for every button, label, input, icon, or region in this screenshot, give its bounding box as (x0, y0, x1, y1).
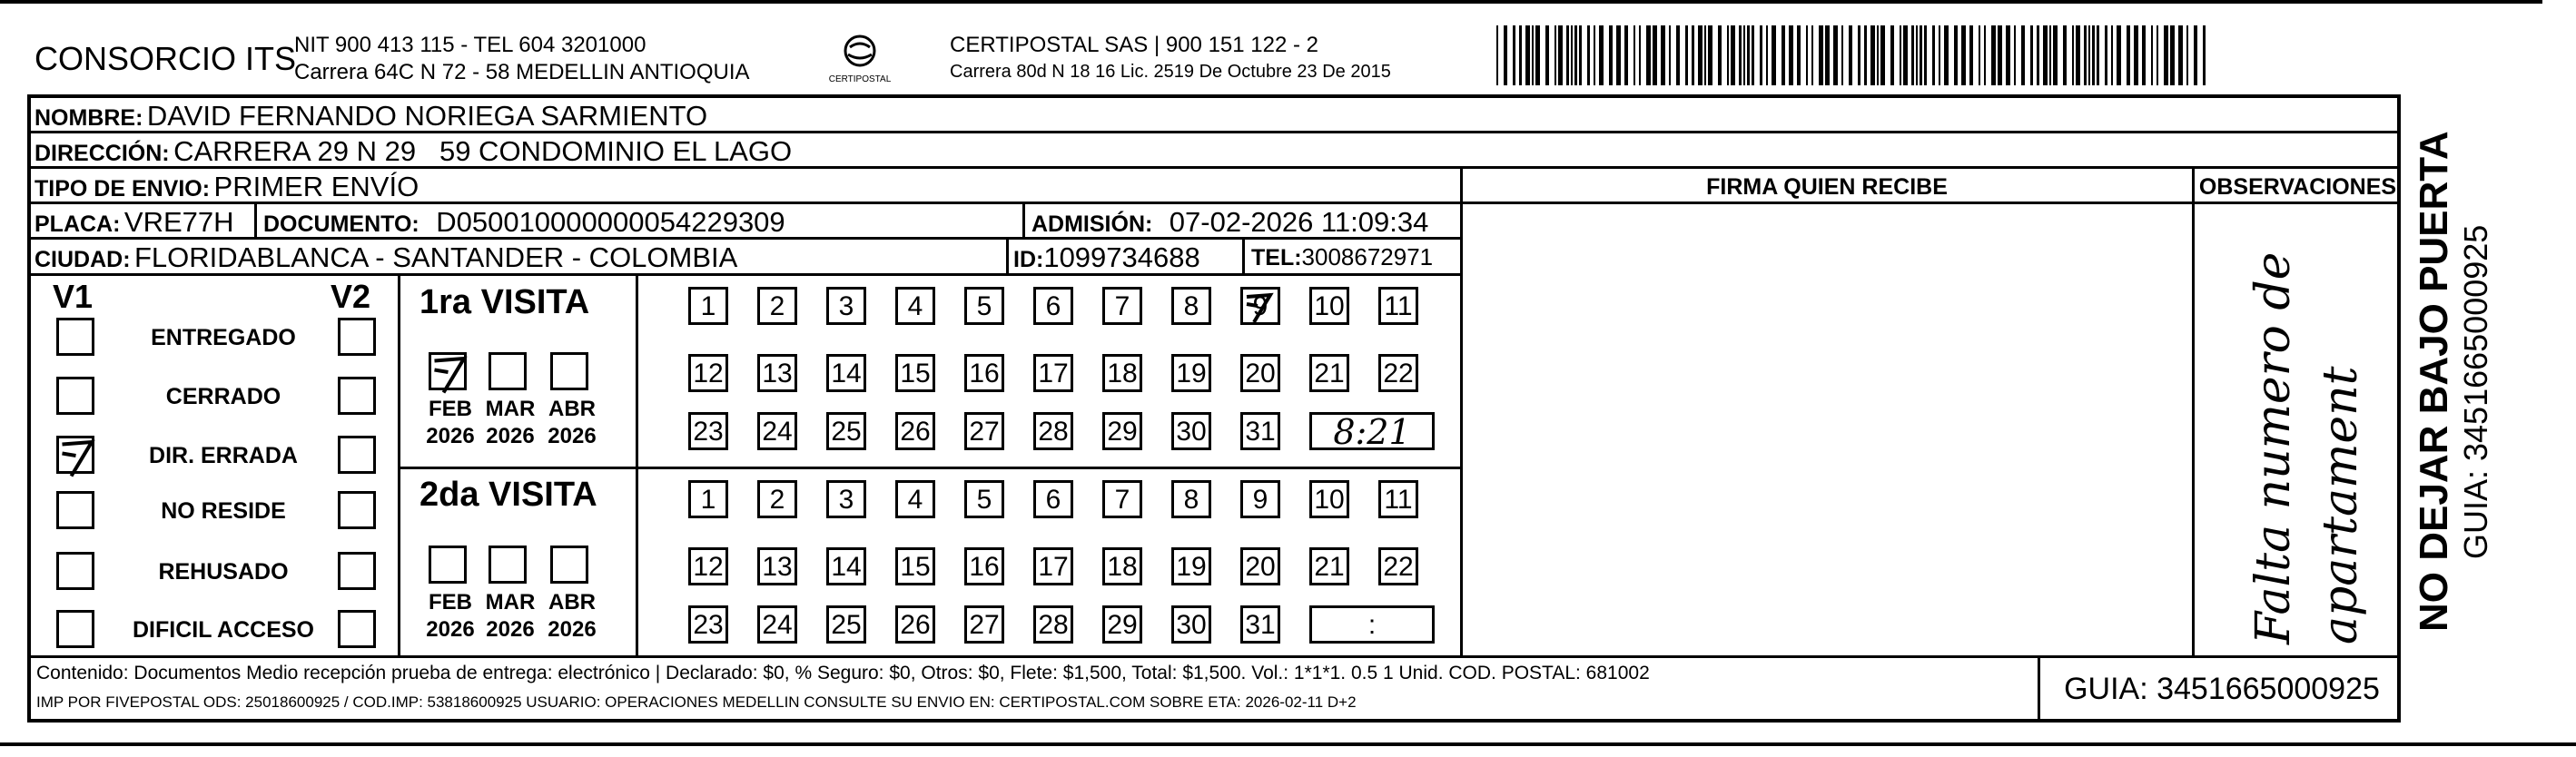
barcode-bar (1708, 25, 1712, 85)
day-box[interactable]: 26 (895, 605, 935, 644)
barcode-bar (1969, 25, 1973, 85)
firma-header: FIRMA QUIEN RECIBE (1706, 174, 1948, 200)
barcode-bar (1870, 25, 1875, 85)
barcode-bar (2170, 25, 2175, 85)
barcode-bar (1903, 25, 1908, 85)
barcode-bar (2049, 25, 2051, 85)
col-line (2192, 166, 2195, 656)
barcode-bar (1574, 25, 1577, 85)
barcode-bar (1525, 25, 1530, 85)
day-box[interactable]: 12 (688, 354, 728, 392)
barcode-bar (2178, 25, 2183, 85)
month-year: 2026 (486, 617, 535, 642)
month-year: 2026 (548, 617, 597, 642)
day-box[interactable]: 18 (1102, 354, 1142, 392)
barcode-bar (1924, 25, 1927, 85)
day-box[interactable]: 14 (826, 354, 866, 392)
barcode-bar (1661, 25, 1665, 85)
tipo-value: PRIMER ENVÍO (213, 171, 419, 202)
day-box[interactable]: 29 (1102, 412, 1142, 450)
month-label (483, 589, 538, 644)
v2-checkbox[interactable] (338, 318, 376, 356)
row-line (27, 655, 2401, 658)
barcode-bar (1566, 25, 1569, 85)
placa-row (35, 206, 234, 239)
day-box[interactable]: 11 (1378, 287, 1418, 325)
imp-line: IMP POR FIVEPOSTAL ODS: 25018600925 / COD.IMP: 53818600925 USUARIO: OPERACIONES MEDELLIN CONSULTE SU ENVIO EN: CERTIPOSTAL.COM SOBRE ETA: 2026-02-11 D+2 (36, 693, 1357, 711)
barcode (1496, 25, 2223, 89)
barcode-bar (1900, 25, 1901, 85)
day-box[interactable]: 27 (964, 605, 1004, 644)
month-year: 2026 (426, 424, 475, 448)
barcode-bar (1646, 25, 1651, 85)
barcode-bar (1760, 25, 1762, 85)
barcode-bar (1669, 25, 1671, 85)
barcode-bar (1496, 25, 1498, 85)
day-box[interactable]: 19 (1171, 547, 1211, 585)
barcode-bar (1954, 25, 1958, 85)
day-box[interactable]: 31 (1240, 412, 1280, 450)
admision-row (1031, 206, 1428, 239)
id-label: ID: (1013, 247, 1044, 272)
barcode-bar (1739, 25, 1742, 85)
day-box[interactable]: 15 (895, 354, 935, 392)
v2-checkbox[interactable] (338, 610, 376, 648)
certipostal-logo-icon (828, 33, 892, 85)
barcode-bar (1841, 25, 1843, 85)
v2-checkbox[interactable] (338, 552, 376, 590)
contenido-line: Contenido: Documentos Medio recepción prueba de entrega: electrónico | Declarado: $0, % Seguro: $0, Otros: $0, Flete: $1,500, Total: $1,500. Vol.: 1*1*1. 0.5 1 Unid. COD. POSTAL: 681002 (36, 663, 1650, 683)
barcode-bar (1825, 25, 1830, 85)
day-box[interactable]: 23 (688, 412, 728, 450)
row-line (1462, 202, 2192, 204)
barcode-bar (1772, 25, 1776, 85)
day-box[interactable]: 26 (895, 412, 935, 450)
barcode-bar (1743, 25, 1745, 85)
month-label (483, 396, 538, 450)
month-year: 2026 (548, 424, 597, 448)
barcode-bar (1698, 25, 1703, 85)
barcode-bar (1676, 25, 1680, 85)
barcode-bar (1979, 25, 1980, 85)
day-box[interactable]: 12 (688, 547, 728, 585)
barcode-bar (1944, 25, 1949, 85)
check-mark-icon (55, 433, 101, 478)
v1-checkbox[interactable] (56, 610, 94, 648)
month-name: ABR (548, 397, 596, 421)
barcode-bar (1961, 25, 1966, 85)
day-box[interactable]: 6 (1033, 480, 1073, 518)
barcode-bar (1579, 25, 1582, 85)
day-box[interactable]: 10 (1309, 287, 1349, 325)
observation-line-2: apartament (2314, 366, 2368, 644)
barcode-bar (1747, 25, 1750, 85)
col-line (636, 273, 638, 656)
tel-value: 3008672971 (1301, 243, 1434, 270)
month-name: ABR (548, 590, 596, 614)
barcode-bar (1849, 25, 1852, 85)
month-checkbox[interactable] (550, 352, 588, 390)
nit-line: NIT 900 413 115 - TEL 604 3201000 (294, 33, 646, 57)
documento-value: D050010000000054229309 (436, 206, 785, 238)
barcode-bar (1752, 25, 1754, 85)
admision-value: 07-02-2026 11:09:34 (1169, 206, 1429, 238)
day-box[interactable]: 31 (1240, 605, 1280, 644)
barcode-bar (2053, 25, 2058, 85)
status-label: REHUSADO (158, 559, 289, 585)
month-year: 2026 (426, 617, 475, 642)
barcode-bar (1984, 25, 1986, 85)
col-line (1242, 237, 1245, 273)
barcode-bar (2097, 25, 2099, 85)
barcode-bar (1731, 25, 1735, 85)
side-warning: NO DEJAR BAJO PUERTA (2412, 131, 2456, 632)
barcode-bar (1704, 25, 1706, 85)
month-name: FEB (429, 397, 472, 421)
barcode-bar (2142, 25, 2146, 85)
day-box[interactable]: 20 (1240, 354, 1280, 392)
logo-text: CERTIPOSTAL (828, 74, 892, 84)
barcode-bar (2203, 25, 2206, 85)
day-box[interactable]: 22 (1378, 354, 1418, 392)
barcode-bar (1916, 25, 1918, 85)
check-mark-icon (1241, 288, 1278, 324)
barcode-bar (2063, 25, 2067, 85)
barcode-bar (2134, 25, 2138, 85)
day-box[interactable]: 3 (826, 287, 866, 325)
status-label: DIR. ERRADA (149, 443, 298, 468)
barcode-bar (1685, 25, 1688, 85)
day-box[interactable]: 8 (1171, 480, 1211, 518)
barcode-bar (1877, 25, 1879, 85)
company-address: Carrera 64C N 72 - 58 MEDELLIN ANTIOQUIA (294, 60, 750, 84)
day-box[interactable]: 8 (1171, 287, 1211, 325)
v2-checkbox[interactable] (338, 436, 376, 474)
day-box[interactable]: 22 (1378, 547, 1418, 585)
barcode-bar (1819, 25, 1823, 85)
barcode-bar (1624, 25, 1628, 85)
day-box[interactable]: 1 (688, 480, 728, 518)
barcode-bar (2111, 25, 2113, 85)
barcode-bar (1797, 25, 1801, 85)
barcode-bar (2014, 25, 2016, 85)
visit-1-title: 1ra VISITA (419, 283, 590, 321)
barcode-bar (1639, 25, 1641, 85)
v1-checkbox[interactable] (56, 377, 94, 415)
nombre-value: DAVID FERNANDO NORIEGA SARMIENTO (146, 100, 708, 132)
placa-value: VRE77H (123, 206, 234, 238)
day-box[interactable]: 15 (895, 547, 935, 585)
col-line (398, 273, 400, 656)
nombre-row (35, 100, 707, 133)
id-row (1013, 241, 1200, 274)
day-box[interactable]: 20 (1240, 547, 1280, 585)
month-checkbox[interactable] (489, 352, 527, 390)
barcode-bar (1920, 25, 1922, 85)
barcode-bar (2021, 25, 2025, 85)
barcode-bar (2105, 25, 2107, 85)
barcode-bar (1633, 25, 1635, 85)
barcode-bar (2117, 25, 2121, 85)
day-box[interactable]: 13 (757, 547, 797, 585)
check-mark-icon (428, 349, 473, 395)
barcode-bar (1811, 25, 1813, 85)
ciudad-value: FLORIDABLANCA - SANTANDER - COLOMBIA (134, 241, 738, 273)
barcode-bar (2030, 25, 2033, 85)
v2-checkbox[interactable] (338, 377, 376, 415)
v1-checkbox[interactable] (56, 491, 94, 529)
nombre-label: NOMBRE: (35, 105, 143, 131)
day-box[interactable]: 5 (964, 480, 1004, 518)
day-box[interactable]: 2 (757, 287, 797, 325)
barcode-bar (2084, 25, 2087, 85)
day-box[interactable]: 14 (826, 547, 866, 585)
barcode-bar (1932, 25, 1935, 85)
barcode-bar (1789, 25, 1793, 85)
footer-guia: GUIA: 3451665000925 (2064, 672, 2380, 706)
v1-checkbox[interactable] (56, 436, 94, 474)
day-box[interactable]: 30 (1171, 412, 1211, 450)
barcode-bar (1998, 25, 2002, 85)
visit-2-title: 2da VISITA (419, 476, 597, 514)
barcode-bar (1587, 25, 1590, 85)
top-rule (0, 0, 2542, 4)
month-checkbox[interactable] (429, 352, 467, 390)
col-line (254, 202, 257, 238)
bottom-rule (0, 742, 2576, 746)
barcode-bar (1519, 25, 1522, 85)
day-box[interactable]: 21 (1309, 354, 1349, 392)
barcode-bar (1616, 25, 1621, 85)
day-box[interactable]: 21 (1309, 547, 1349, 585)
barcode-bar (2164, 25, 2168, 85)
month-name: MAR (485, 590, 536, 614)
day-box[interactable]: 9 (1240, 480, 1280, 518)
placa-label: PLACA: (35, 211, 121, 237)
day-box[interactable]: 28 (1033, 605, 1073, 644)
side-guia: GUIA: 3451665000925 (2457, 224, 2494, 559)
time-box[interactable]: 8:21 (1309, 412, 1435, 450)
tel-label: TEL: (1251, 245, 1302, 270)
barcode-bar (1653, 25, 1657, 85)
month-label (545, 589, 599, 644)
tel-row (1251, 243, 1433, 271)
barcode-bar (1558, 25, 1563, 85)
v1-checkbox[interactable] (56, 318, 94, 356)
month-checkbox[interactable] (550, 546, 588, 584)
row-line (2192, 202, 2401, 204)
month-name: MAR (485, 397, 536, 421)
barcode-bar (2072, 25, 2074, 85)
month-name: FEB (429, 590, 472, 614)
barcode-bar (1535, 25, 1540, 85)
day-box[interactable]: 17 (1033, 354, 1073, 392)
admision-label: ADMISIÓN: (1031, 211, 1153, 237)
barcode-bar (1864, 25, 1867, 85)
documento-label: DOCUMENTO: (263, 211, 419, 237)
v1-checkbox[interactable] (56, 552, 94, 590)
month-label (545, 396, 599, 450)
barcode-bar (1532, 25, 1534, 85)
id-value: 1099734688 (1043, 241, 1200, 273)
observaciones-header: OBSERVACIONES (2198, 174, 2397, 200)
barcode-bar (2006, 25, 2010, 85)
time-box[interactable]: : (1309, 605, 1435, 644)
barcode-bar (1727, 25, 1729, 85)
day-box[interactable]: 5 (964, 287, 1004, 325)
day-box[interactable]: 10 (1309, 480, 1349, 518)
barcode-bar (2157, 25, 2158, 85)
month-label (423, 396, 478, 450)
month-checkbox[interactable] (489, 546, 527, 584)
barcode-bar (1991, 25, 1996, 85)
day-box[interactable]: 23 (688, 605, 728, 644)
day-box[interactable]: 1 (688, 287, 728, 325)
day-box[interactable]: 28 (1033, 412, 1073, 450)
barcode-bar (2194, 25, 2197, 85)
status-label: DIFICIL ACCESO (132, 617, 314, 643)
barcode-bar (2127, 25, 2130, 85)
barcode-bar (1880, 25, 1885, 85)
ciudad-row (35, 241, 737, 274)
day-box[interactable]: 11 (1378, 480, 1418, 518)
day-box[interactable]: 9 (1240, 287, 1280, 325)
barcode-bar (1554, 25, 1556, 85)
barcode-bar (1911, 25, 1914, 85)
barcode-bar (1504, 25, 1507, 85)
tipo-label: TIPO DE ENVIO: (35, 176, 211, 202)
status-label: CERRADO (165, 384, 281, 409)
v2-checkbox[interactable] (338, 491, 376, 529)
documento-row (263, 206, 785, 239)
day-box[interactable]: 19 (1171, 354, 1211, 392)
day-box[interactable]: 25 (826, 412, 866, 450)
day-box[interactable]: 29 (1102, 605, 1142, 644)
v2-label: V2 (331, 278, 371, 315)
day-box[interactable]: 16 (964, 354, 1004, 392)
direccion-label: DIRECCIÓN: (35, 141, 170, 166)
barcode-bar (2151, 25, 2153, 85)
day-box[interactable]: 7 (1102, 480, 1142, 518)
col-line (2038, 655, 2040, 723)
postal-address: Carrera 80d N 18 16 Lic. 2519 De Octubre 23 De 2015 (950, 62, 1391, 82)
barcode-bar (1594, 25, 1595, 85)
observation-line-1: Falta numero de (2246, 251, 2301, 644)
ciudad-label: CIUDAD: (35, 247, 131, 272)
barcode-bar (1571, 25, 1573, 85)
barcode-bar (1545, 25, 1549, 85)
direccion-row (35, 135, 792, 168)
barcode-bar (1599, 25, 1604, 85)
day-box[interactable]: 6 (1033, 287, 1073, 325)
status-label: ENTREGADO (151, 325, 296, 350)
month-label (423, 589, 478, 644)
status-label: NO RESIDE (161, 498, 286, 524)
day-box[interactable]: 24 (757, 605, 797, 644)
day-box[interactable]: 30 (1171, 605, 1211, 644)
barcode-bar (2088, 25, 2090, 85)
barcode-bar (1766, 25, 1768, 85)
day-box[interactable]: 2 (757, 480, 797, 518)
direccion-value: CARRERA 29 N 29 59 CONDOMINIO EL LAGO (173, 135, 793, 167)
col-line (1460, 166, 1463, 656)
barcode-bar (1609, 25, 1613, 85)
day-box[interactable]: 18 (1102, 547, 1142, 585)
day-box[interactable]: 16 (964, 547, 1004, 585)
day-box[interactable]: 17 (1033, 547, 1073, 585)
barcode-bar (1692, 25, 1694, 85)
barcode-bar (1858, 25, 1860, 85)
col-line (1022, 202, 1025, 238)
tipo-row (35, 171, 419, 203)
day-box[interactable]: 24 (757, 412, 797, 450)
barcode-bar (2076, 25, 2080, 85)
day-box[interactable]: 7 (1102, 287, 1142, 325)
barcode-bar (2186, 25, 2188, 85)
barcode-bar (1939, 25, 1940, 85)
barcode-bar (2037, 25, 2039, 85)
row-line (398, 467, 1462, 469)
day-box[interactable]: 3 (826, 480, 866, 518)
barcode-bar (2092, 25, 2095, 85)
day-box[interactable]: 4 (895, 287, 935, 325)
day-box[interactable]: 25 (826, 605, 866, 644)
v1-label: V1 (53, 278, 94, 315)
month-checkbox[interactable] (429, 546, 467, 584)
day-box[interactable]: 4 (895, 480, 935, 518)
day-box[interactable]: 27 (964, 412, 1004, 450)
barcode-bar (1833, 25, 1838, 85)
barcode-bar (1513, 25, 1515, 85)
barcode-bar (1890, 25, 1894, 85)
barcode-bar (1781, 25, 1785, 85)
company-name: CONSORCIO ITS (35, 40, 297, 77)
postal-company: CERTIPOSTAL SAS | 900 151 122 - 2 (950, 33, 1318, 57)
barcode-bar (1806, 25, 1808, 85)
col-line (1006, 237, 1009, 273)
day-box[interactable]: 13 (757, 354, 797, 392)
month-year: 2026 (486, 424, 535, 448)
barcode-bar (1718, 25, 1722, 85)
barcode-bar (2043, 25, 2048, 85)
